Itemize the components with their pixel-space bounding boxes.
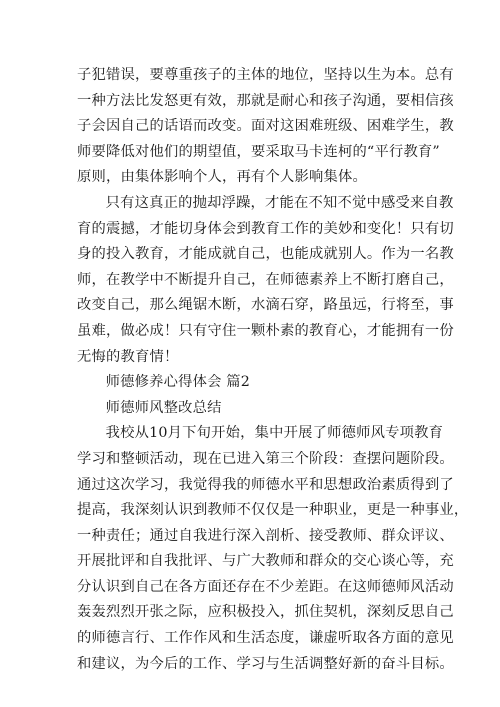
paragraph-2-line: 虽难，做必成！只有守住一颗朴素的教育心，才能拥有一份 (77, 322, 454, 339)
paragraph-3-line: 分认识到自己在各方面还存在不少差距。在这师德师风活动 (77, 578, 454, 595)
paragraph-3-line: 开展批评和自我批评、与广大教师和群众的交心谈心等，充 (77, 553, 454, 570)
paragraph-1-line: 原则，由集体影响个人，再有个人影响集体。 (77, 169, 367, 186)
paragraph-3-line: 提高，我深刻认识到教师不仅仅是一种职业，更是一种事业， (77, 502, 469, 519)
paragraph-3-line: 我校从10月下旬开始，集中开展了师德师风专项教育 (105, 425, 444, 442)
paragraph-1-line: 师要降低对他们的期望值，要采取马卡连柯的“平行教育” (77, 143, 440, 160)
paragraph-3-line: 轰轰烈烈开张之际，应积极投入，抓住契机，深刻反思自己 (77, 604, 454, 621)
paragraph-3-line: 和建议，为今后的工作、学习与生活调整好新的奋斗目标。 (77, 655, 454, 672)
document-body (77, 63, 469, 677)
paragraph-3-line: 通过这次学习，我觉得我的师德水平和思想政治素质得到了 (77, 476, 454, 493)
paragraph-3-line: 学习和整顿活动，现在已进入第三个阶段：查摆问题阶段。 (77, 450, 454, 467)
paragraph-1-line: 子犯错误，要尊重孩子的主体的地位，坚持以生为本。总有 (77, 67, 454, 83)
section-heading: 师德修养心得体会 篇2 (105, 374, 251, 391)
paragraph-3-line: 一种责任；通过自我进行深入剖析、接受教师、群众评议、 (77, 527, 454, 544)
paragraph-1-line: 一种方法比发怒更有效，那就是耐心和孩子沟通，要相信孩 (77, 92, 454, 109)
paragraph-2-line: 无悔的教育情！ (77, 348, 179, 365)
paragraph-2-line: 身的投入教育，才能成就自己，也能成就别人。作为一名教 (77, 246, 454, 263)
paragraph-2-line: 只有这真正的抛却浮躁，才能在不知不觉中感受来自教 (105, 194, 454, 211)
paragraph-2-line: 师，在教学中不断提升自己，在师德素养上不断打磨自己， (77, 271, 454, 288)
paragraph-2-line: 改变自己，那么绳锯木断，水滴石穿，路虽远，行将至，事 (77, 297, 454, 314)
paragraph-2-line: 育的震撼，才能切身体会到教育工作的美妙和变化！只有切 (77, 220, 454, 237)
section-subtitle: 师德师风整改总结 (105, 399, 222, 416)
paragraph-1-line: 子会因自己的话语而改变。面对这困难班级、困难学生，教 (77, 118, 454, 135)
paragraph-3-line: 的师德言行、工作作风和生活态度，谦虚听取各方面的意见 (77, 630, 454, 647)
